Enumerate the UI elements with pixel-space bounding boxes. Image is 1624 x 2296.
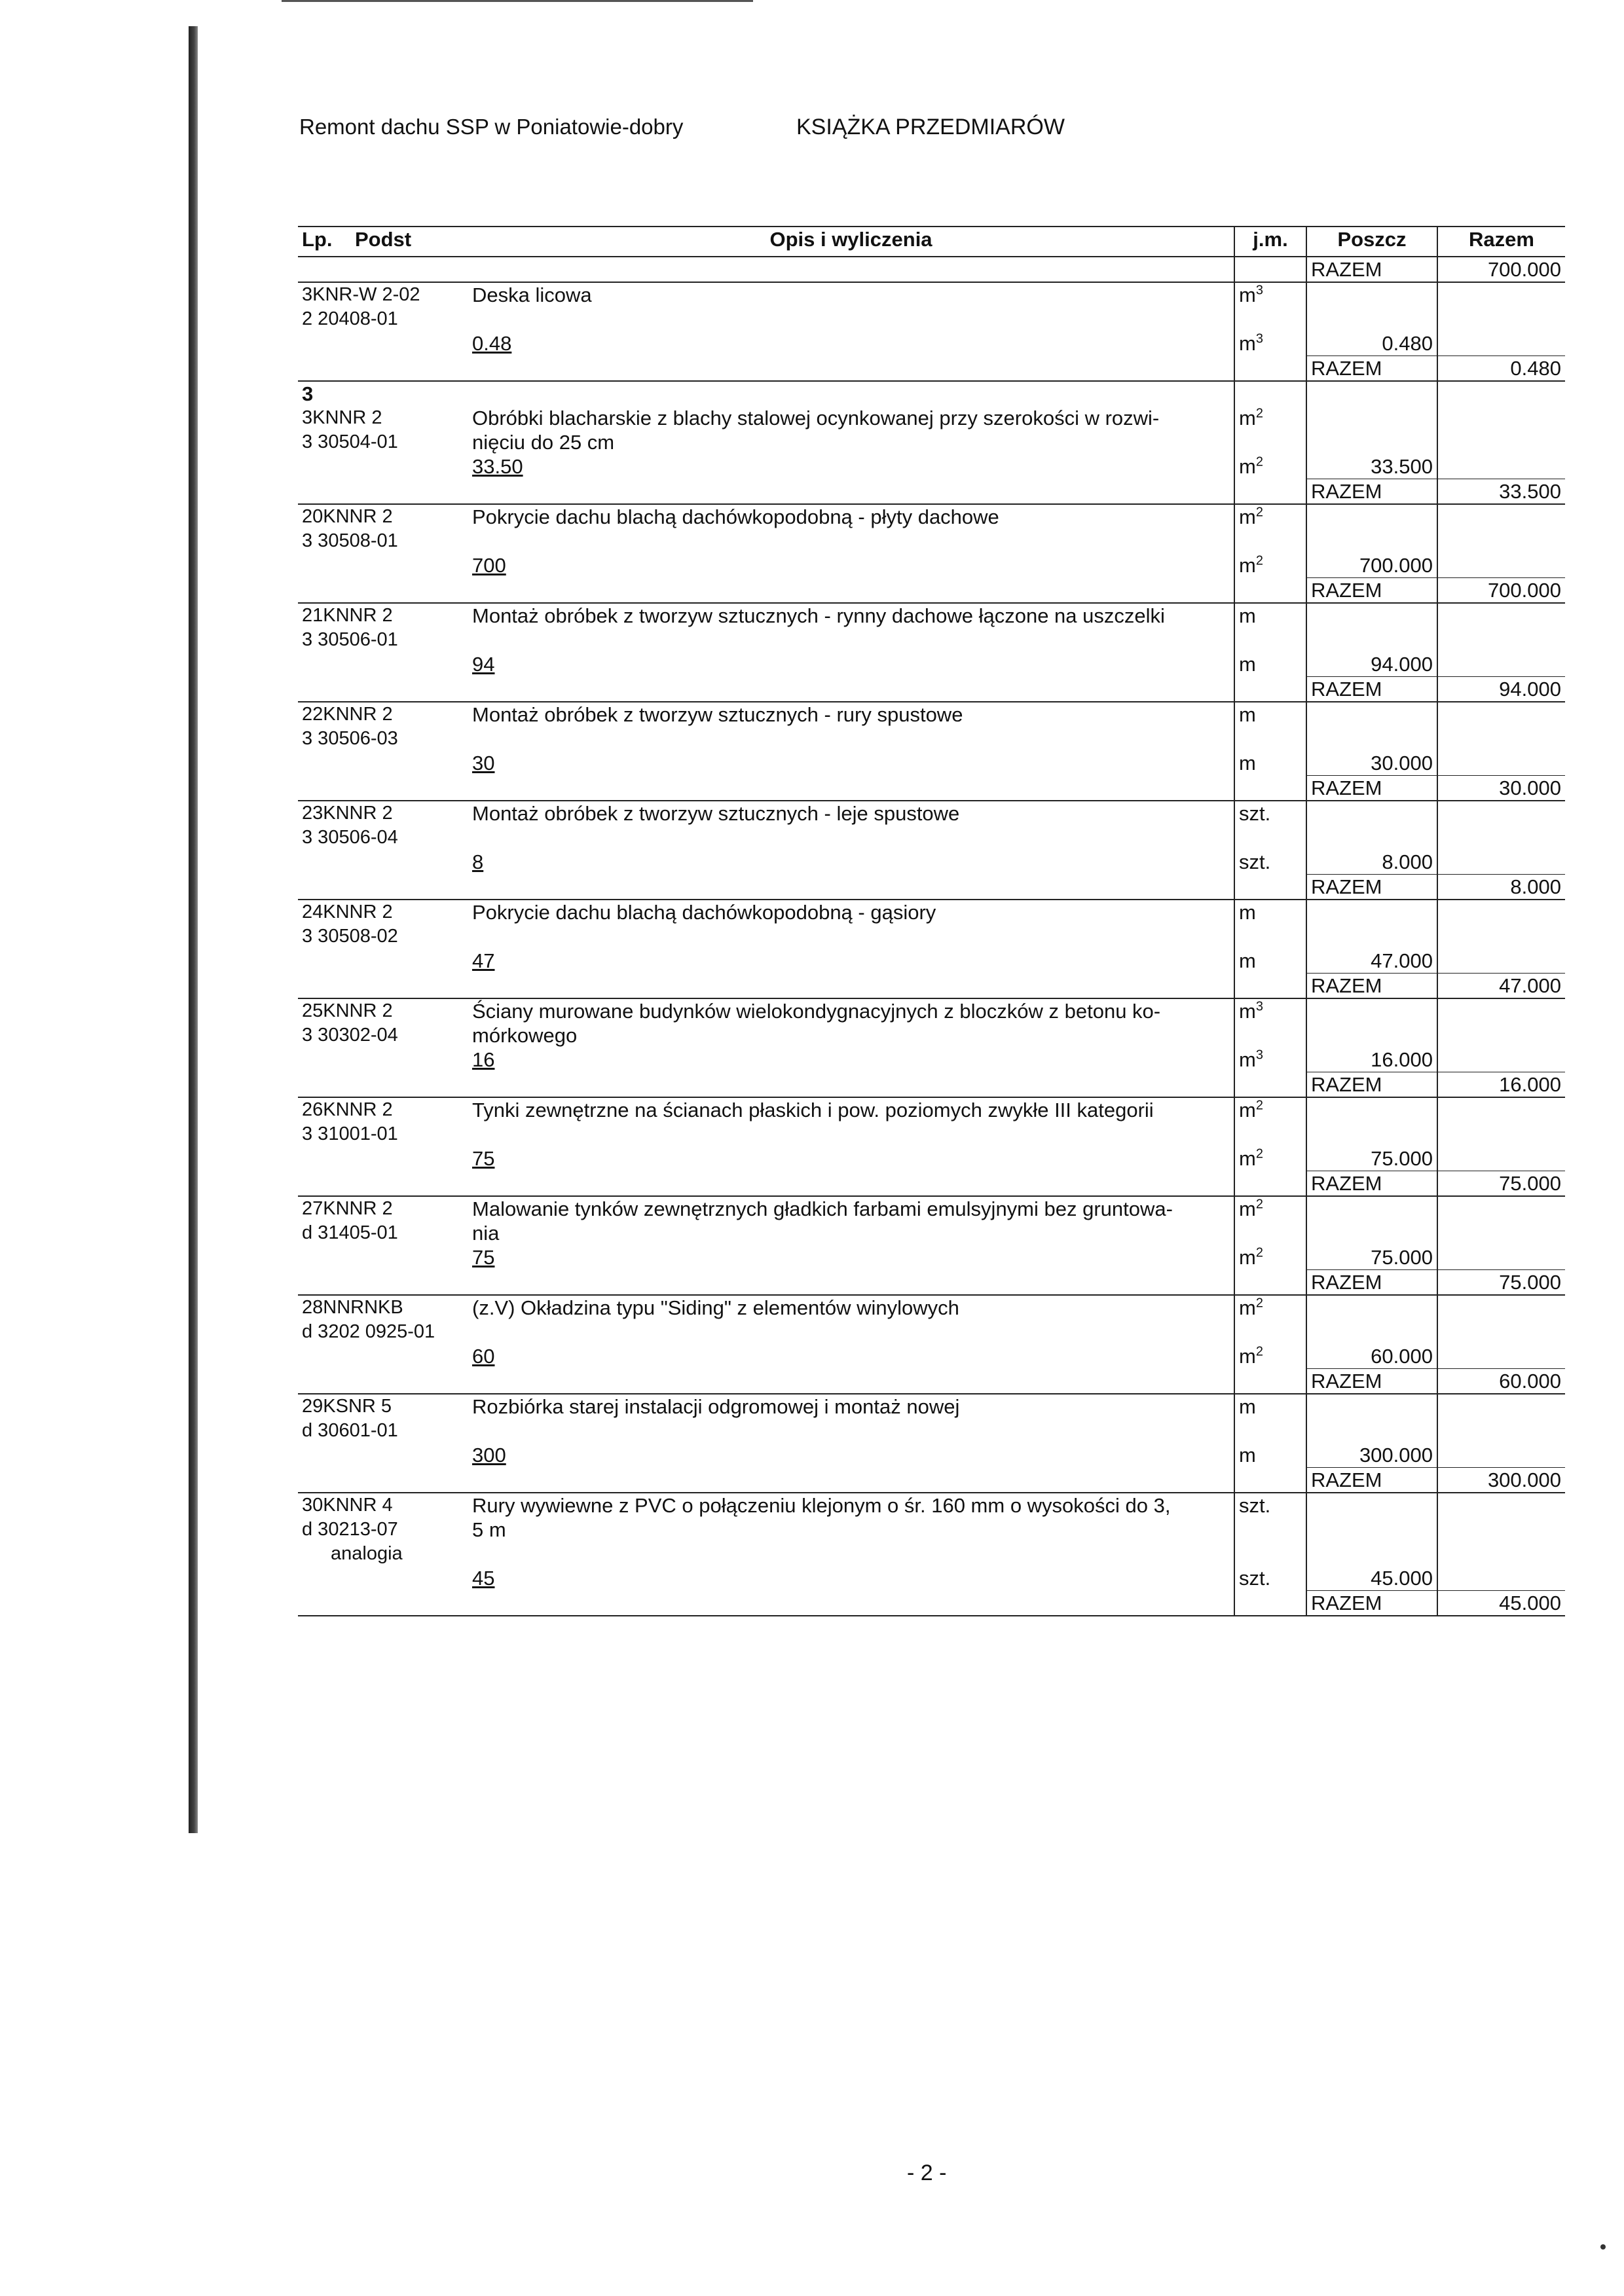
item-description: Deska licowa <box>472 283 592 306</box>
item-code-3: analogia <box>331 1543 403 1564</box>
item-row-2 <box>298 727 1565 751</box>
item-unit: $m^2$ <box>1234 1196 1306 1221</box>
item-total-value: 75.000 <box>1437 1270 1565 1296</box>
item-quantity-unit: szt. <box>1234 850 1306 875</box>
item-description-continued <box>468 1320 1234 1344</box>
item-description: Pokrycie dachu blachą dachówkopodobną - płyty dachowe <box>472 505 999 528</box>
page-number: - 2 - <box>907 2160 947 2185</box>
item-row <box>298 801 1565 826</box>
item-row-2 <box>298 430 1565 454</box>
item-description: Montaż obróbek z tworzyw sztucznych - rynny dachowe łączone na uszczelki <box>472 604 1165 627</box>
item-total-value: 94.000 <box>1437 677 1565 702</box>
unit-exponent: 3 <box>1255 999 1263 1014</box>
column-header-jm: j.m. <box>1234 227 1306 257</box>
item-total-label: RAZEM <box>1306 1369 1437 1394</box>
item-code-1: 21KNNR 2 <box>302 605 393 626</box>
item-code-2: 3 30504-01 <box>302 431 398 452</box>
item-quantity-unit: $m^2$ <box>1234 1245 1306 1270</box>
item-quantity-expression: 0.48 <box>472 332 512 355</box>
item-unit: m <box>1234 900 1306 924</box>
item-description: Malowanie tynków zewnętrznych gładkich farbami emulsyjnymi bez gruntowa- <box>472 1197 1173 1220</box>
unit-exponent: 2 <box>1255 1344 1263 1359</box>
item-quantity-expression: 700 <box>472 554 506 577</box>
item-quantity-value: 45.000 <box>1306 1566 1437 1591</box>
item-row <box>298 603 1565 628</box>
item-code-1: 3KNR-W 2-02 <box>302 284 420 305</box>
unit-exponent: 3 <box>1255 331 1263 346</box>
item-unit: $m^2$ <box>1234 406 1306 430</box>
item-code-2: 2 20408-01 <box>302 308 398 329</box>
item-unit: $m^2$ <box>1234 504 1306 529</box>
item-quantity-unit: m <box>1234 751 1306 776</box>
item-quantity-unit: $m^2$ <box>1234 1344 1306 1369</box>
item-row <box>298 282 1565 307</box>
item-quantity-value: 33.500 <box>1306 454 1437 479</box>
item-unit: $m^3$ <box>1234 282 1306 307</box>
item-row-2 <box>298 924 1565 949</box>
item-code-1: 29KSNR 5 <box>302 1396 392 1417</box>
unit-exponent: 2 <box>1255 1296 1263 1311</box>
item-total-row <box>298 776 1565 801</box>
item-quantity-expression: 75 <box>472 1147 495 1170</box>
item-total-label: RAZEM <box>1306 1171 1437 1197</box>
unit-exponent: 2 <box>1255 1146 1263 1161</box>
item-total-value: 30.000 <box>1437 776 1565 801</box>
item-total-label: RAZEM <box>1306 1468 1437 1493</box>
item-code-2: 3 30506-03 <box>302 728 398 749</box>
unit-exponent: 2 <box>1255 406 1263 421</box>
item-quantity-row <box>298 949 1565 974</box>
item-total-row <box>298 677 1565 702</box>
item-row-2 <box>298 1419 1565 1443</box>
item-total-label: RAZEM <box>1306 578 1437 604</box>
item-total-value: 33.500 <box>1437 479 1565 505</box>
item-description: Montaż obróbek z tworzyw sztucznych - rury spustowe <box>472 703 963 726</box>
item-quantity-unit: $m^2$ <box>1234 553 1306 578</box>
item-quantity-row <box>298 553 1565 578</box>
item-quantity-value: 300.000 <box>1306 1443 1437 1468</box>
item-row-2 <box>298 1320 1565 1344</box>
item-quantity-row <box>298 1048 1565 1072</box>
item-quantity-unit: $m^2$ <box>1234 454 1306 479</box>
item-total-value: 16.000 <box>1437 1072 1565 1098</box>
item-code-2: d 31405-01 <box>302 1222 398 1243</box>
carry-over-row <box>298 257 1565 282</box>
item-quantity-expression: 30 <box>472 752 495 774</box>
item-description-continued: nia <box>472 1222 500 1245</box>
item-total-label: RAZEM <box>1306 1072 1437 1098</box>
item-row-2 <box>298 1221 1565 1245</box>
document-title: Remont dachu SSP w Poniatowie-dobry <box>299 115 684 139</box>
unit-exponent: 3 <box>1255 283 1263 298</box>
scan-speck <box>1600 2244 1606 2250</box>
item-description-continued <box>468 307 1234 331</box>
item-total-row <box>298 1270 1565 1296</box>
item-total-row <box>298 1591 1565 1616</box>
item-quantity-row <box>298 331 1565 356</box>
item-code-1: 30KNNR 4 <box>302 1495 393 1516</box>
item-quantity-expression: 75 <box>472 1246 495 1269</box>
item-row <box>298 1196 1565 1221</box>
item-description-continued: 5 m <box>472 1518 506 1541</box>
item-row-2 <box>298 1023 1565 1048</box>
unit-exponent: 3 <box>1255 1048 1263 1063</box>
unit-exponent: 2 <box>1255 454 1263 469</box>
item-row-2 <box>298 307 1565 331</box>
item-description: Montaż obróbek z tworzyw sztucznych - leje spustowe <box>472 802 960 825</box>
item-quantity-value: 0.480 <box>1306 331 1437 356</box>
item-description: Rozbiórka starej instalacji odgromowej i montaż nowej <box>472 1395 960 1418</box>
bill-of-quantities-table <box>298 226 1565 1616</box>
unit-exponent: 2 <box>1255 553 1263 568</box>
item-total-label: RAZEM <box>1306 974 1437 999</box>
item-row <box>298 406 1565 430</box>
item-total-label: RAZEM <box>1306 1591 1437 1616</box>
carry-over-value: 700.000 <box>1437 257 1565 282</box>
item-unit: szt. <box>1234 1493 1306 1518</box>
item-description-continued <box>468 826 1234 850</box>
item-quantity-value: 94.000 <box>1306 652 1437 677</box>
unit-exponent: 2 <box>1255 505 1263 520</box>
item-total-value: 700.000 <box>1437 578 1565 604</box>
item-description: Rury wywiewne z PVC o połączeniu klejonym o śr. 160 mm o wysokości do 3, <box>472 1494 1171 1517</box>
item-quantity-row <box>298 1245 1565 1270</box>
unit-exponent: 2 <box>1255 1245 1263 1260</box>
item-unit: $m^2$ <box>1234 1097 1306 1122</box>
item-description-continued <box>468 628 1234 652</box>
item-total-row <box>298 974 1565 999</box>
item-total-row <box>298 1171 1565 1197</box>
item-code-1: 22KNNR 2 <box>302 704 393 725</box>
column-header-podst: Podst <box>354 228 412 251</box>
item-total-label: RAZEM <box>1306 677 1437 702</box>
item-quantity-row <box>298 1344 1565 1369</box>
item-quantity-row <box>298 652 1565 677</box>
item-quantity-value: 8.000 <box>1306 850 1437 875</box>
item-quantity-value: 75.000 <box>1306 1146 1437 1171</box>
item-description-continued <box>468 924 1234 949</box>
item-total-value: 300.000 <box>1437 1468 1565 1493</box>
item-row-3 <box>298 1542 1565 1566</box>
document-section-title: KSIĄŻKA PRZEDMIARÓW <box>796 115 1065 139</box>
item-total-row <box>298 356 1565 382</box>
item-code-2: 3 30506-04 <box>302 827 398 848</box>
item-unit: m <box>1234 702 1306 727</box>
item-quantity-unit: m <box>1234 949 1306 974</box>
item-quantity-expression: 45 <box>472 1567 495 1590</box>
item-code-1: 25KNNR 2 <box>302 1000 393 1021</box>
item-quantity-row <box>298 1566 1565 1591</box>
item-total-row <box>298 1468 1565 1493</box>
item-quantity-value: 47.000 <box>1306 949 1437 974</box>
column-header-opis: Opis i wyliczenia <box>468 227 1234 257</box>
item-code-2: d 30601-01 <box>302 1420 398 1441</box>
item-code-1: 20KNNR 2 <box>302 506 393 527</box>
item-total-value: 0.480 <box>1437 356 1565 382</box>
item-description: Obróbki blacharskie z blachy stalowej ocynkowanej przy szerokości w rozwi- <box>472 407 1160 429</box>
item-total-value: 60.000 <box>1437 1369 1565 1394</box>
item-row <box>298 1394 1565 1419</box>
column-header-lp: Lp. <box>302 228 333 251</box>
item-number: 3 <box>302 382 314 405</box>
item-quantity-unit: m <box>1234 652 1306 677</box>
item-row <box>298 702 1565 727</box>
column-header-lp-podst <box>298 227 468 257</box>
table-header-row <box>298 227 1565 257</box>
item-code-2: 3 30302-04 <box>302 1025 398 1046</box>
item-row <box>298 1493 1565 1518</box>
item-row-2 <box>298 628 1565 652</box>
item-row <box>298 1097 1565 1122</box>
item-description-continued: mórkowego <box>472 1024 578 1047</box>
column-header-razem: Razem <box>1437 227 1565 257</box>
item-description: Ściany murowane budynków wielokondygnacyjnych z bloczków z betonu ko- <box>472 1000 1161 1023</box>
item-total-value: 45.000 <box>1437 1591 1565 1616</box>
item-code-1: 23KNNR 2 <box>302 803 393 824</box>
item-quantity-value: 60.000 <box>1306 1344 1437 1369</box>
item-quantity-unit: $m^3$ <box>1234 331 1306 356</box>
item-description-continued <box>468 1419 1234 1443</box>
item-code-2: 3 30508-01 <box>302 530 398 551</box>
item-total-row <box>298 479 1565 505</box>
item-quantity-unit: $m^3$ <box>1234 1048 1306 1072</box>
item-quantity-value: 30.000 <box>1306 751 1437 776</box>
item-total-label: RAZEM <box>1306 356 1437 382</box>
item-quantity-expression: 16 <box>472 1048 495 1071</box>
item-description: Pokrycie dachu blachą dachówkopodobną - gąsiory <box>472 901 936 924</box>
item-description-continued <box>468 529 1234 553</box>
item-total-row <box>298 1072 1565 1098</box>
item-total-row <box>298 1369 1565 1394</box>
item-code-2: d 3202 0925-01 <box>302 1321 435 1342</box>
item-total-value: 8.000 <box>1437 875 1565 900</box>
item-description-continued: nięciu do 25 cm <box>472 431 615 454</box>
unit-exponent: 2 <box>1255 1098 1263 1113</box>
unit-exponent: 2 <box>1255 1197 1263 1212</box>
item-quantity-expression: 94 <box>472 653 495 676</box>
item-unit: m <box>1234 1394 1306 1419</box>
item-quantity-row <box>298 850 1565 875</box>
item-row-2 <box>298 529 1565 553</box>
item-total-label: RAZEM <box>1306 1270 1437 1296</box>
item-code-1: 24KNNR 2 <box>302 902 393 922</box>
scan-top-rule <box>282 0 753 2</box>
scan-binding-edge <box>189 26 198 1833</box>
carry-over-label: RAZEM <box>1306 257 1437 282</box>
item-description: (z.V) Okładzina typu "Siding" z elementów winylowych <box>472 1296 959 1319</box>
item-quantity-row <box>298 1443 1565 1468</box>
item-total-value: 47.000 <box>1437 974 1565 999</box>
item-quantity-row <box>298 751 1565 776</box>
item-quantity-value: 16.000 <box>1306 1048 1437 1072</box>
item-code-1: 3KNNR 2 <box>302 407 382 428</box>
item-row <box>298 900 1565 924</box>
item-row-2 <box>298 826 1565 850</box>
item-total-label: RAZEM <box>1306 875 1437 900</box>
item-unit: $m^2$ <box>1234 1295 1306 1320</box>
item-description: Tynki zewnętrzne na ścianach płaskich i pow. poziomych zwykłe III kategorii <box>472 1099 1154 1121</box>
item-quantity-unit: m <box>1234 1443 1306 1468</box>
item-quantity-value: 700.000 <box>1306 553 1437 578</box>
item-total-value: 75.000 <box>1437 1171 1565 1197</box>
item-row <box>298 998 1565 1023</box>
item-row-2 <box>298 1122 1565 1146</box>
item-total-row <box>298 578 1565 604</box>
item-code-2: 3 30508-02 <box>302 926 398 947</box>
item-quantity-unit: szt. <box>1234 1566 1306 1591</box>
item-quantity-unit: $m^2$ <box>1234 1146 1306 1171</box>
item-row <box>298 1295 1565 1320</box>
item-code-1: 26KNNR 2 <box>302 1099 393 1120</box>
item-quantity-expression: 33.50 <box>472 455 523 478</box>
item-quantity-expression: 47 <box>472 949 495 972</box>
item-quantity-row <box>298 1146 1565 1171</box>
item-unit: $m^3$ <box>1234 998 1306 1023</box>
item-unit: m <box>1234 603 1306 628</box>
item-quantity-expression: 60 <box>472 1345 495 1368</box>
item-code-1: 28NNRNKB <box>302 1297 403 1318</box>
column-header-poszcz: Poszcz <box>1306 227 1437 257</box>
item-code-2: 3 30506-01 <box>302 629 398 650</box>
item-row <box>298 504 1565 529</box>
item-number-row <box>298 381 1565 406</box>
item-total-row <box>298 875 1565 900</box>
item-quantity-value: 75.000 <box>1306 1245 1437 1270</box>
item-total-label: RAZEM <box>1306 776 1437 801</box>
item-code-2: 3 31001-01 <box>302 1123 398 1144</box>
item-description-continued <box>468 727 1234 751</box>
item-code-1: 27KNNR 2 <box>302 1198 393 1219</box>
item-total-label: RAZEM <box>1306 479 1437 505</box>
item-description-continued <box>468 1122 1234 1146</box>
item-code-2: d 30213-07 <box>302 1519 398 1540</box>
item-unit: szt. <box>1234 801 1306 826</box>
item-row-2 <box>298 1518 1565 1542</box>
item-quantity-row <box>298 454 1565 479</box>
item-quantity-expression: 300 <box>472 1444 506 1467</box>
item-quantity-expression: 8 <box>472 850 484 873</box>
